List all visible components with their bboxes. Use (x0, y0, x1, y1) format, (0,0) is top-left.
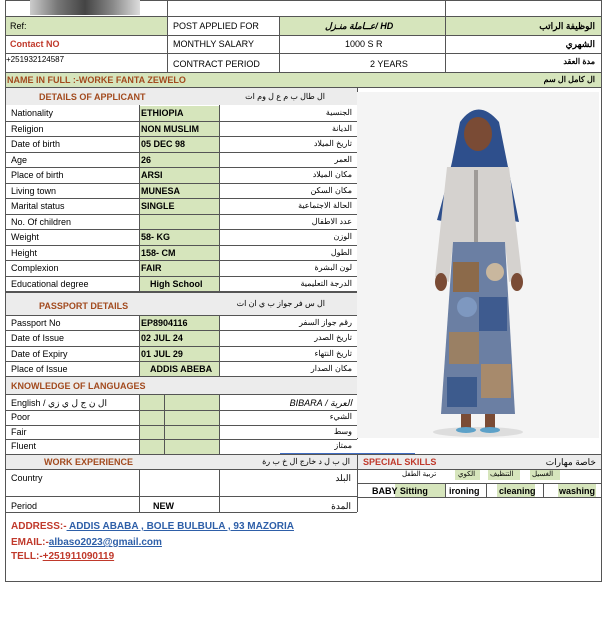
applicant-row-arabic: مكان الميلاد (312, 170, 352, 179)
tel-label: TELL:- (11, 551, 43, 562)
applicant-row-label: Nationality (11, 108, 54, 118)
skill-ar-2: التنظيف (490, 471, 514, 478)
contract-value: 2 YEARS (370, 59, 408, 69)
applicant-row-label: Date of birth (11, 139, 61, 149)
skill-ironing: ironing (449, 486, 480, 496)
period-label: Period (11, 501, 38, 511)
post-value: عــاملة منـزل/ HD (325, 21, 394, 31)
applicant-row-arabic: الطول (330, 247, 352, 257)
applicant-row-value: 26 (141, 154, 152, 165)
applicant-row-value-bg (140, 153, 219, 168)
email-line (11, 536, 162, 549)
passport-row-label: Passport No (11, 318, 61, 328)
lang-arabic-label: العربة / BIBARA (289, 398, 352, 408)
skill-cleaning: cleaning (499, 486, 536, 496)
contract-ar: مدة العقد (563, 57, 595, 66)
lang-english-label: English / ال ن ج ل ي زي (11, 398, 107, 408)
post-ar: الوظيفة الراتب (539, 21, 595, 31)
address-value: ADDIS ABABA , BOLE BULBULA , 93 MAZORIA (66, 521, 294, 532)
salary-value: 1000 S R (345, 39, 383, 49)
applicant-row-label: Height (11, 247, 38, 258)
passport-row-label: Date of Issue (11, 333, 65, 344)
post-label: POST APPLIED FOR (173, 21, 259, 31)
applicant-row-label: Living town (11, 185, 57, 196)
passport-row-label: Date of Expiry (11, 348, 68, 359)
skills-title-ar: خاصة مهارات (545, 457, 596, 467)
skill-ar-3: الكوي (458, 471, 476, 478)
applicant-row-value-bg (140, 215, 219, 230)
name-full: NAME IN FULL :-WORKE FANTA ZEWELO (7, 75, 186, 85)
skill-washing: washing (559, 486, 596, 496)
applicant-row-arabic: الحالة الاجتماعية (298, 201, 352, 210)
tel-line (11, 550, 114, 563)
lang-level-label: Fair (11, 426, 27, 437)
applicant-row-arabic: عدد الاطفال (311, 216, 352, 226)
passport-title: PASSPORT DETAILS (39, 301, 129, 311)
work-title-ar: ال ب ل د خارج ال خ ب رة (262, 457, 350, 466)
passport-row-arabic: رقم جواز السفر (299, 318, 352, 327)
tel-value: +251911090119 (42, 551, 115, 562)
applicant-title: DETAILS OF APPLICANT (39, 92, 146, 102)
contact-label: Contact NO (10, 39, 60, 49)
applicant-row-arabic: الجنسية (325, 108, 352, 117)
applicant-photo (357, 92, 599, 438)
applicant-row-value: NON MUSLIM (141, 123, 199, 134)
address-line (11, 520, 294, 533)
passport-row-value: 02 JUL 24 (141, 333, 183, 344)
passport-row-value: EP8904116 (141, 318, 188, 328)
passport-row-arabic: تاريخ الصدر (314, 333, 352, 343)
applicant-row-value: 158- CM (141, 247, 176, 258)
applicant-row-label: Religion (11, 123, 44, 134)
languages-title: KNOWLEDGE OF LANGUAGES (11, 381, 146, 391)
applicant-row-value: ARSI (141, 170, 163, 180)
applicant-row-arabic: الوزن (333, 232, 352, 241)
applicant-row-arabic: مكان السكن (310, 185, 352, 195)
applicant-row-label: Weight (11, 232, 39, 242)
lang-level-label: Fluent (11, 441, 37, 451)
applicant-row-value: 58- KG (141, 232, 171, 242)
passport-row-value: 01 JUL 29 (141, 348, 183, 359)
lang-level-arabic: الشيء (329, 412, 352, 421)
applicant-row-arabic: الدرجة التعليمية (300, 278, 352, 288)
applicant-row-label: No. Of children (11, 216, 72, 227)
contact-value: +251932124587 (6, 55, 65, 64)
applicant-row-label: Place of birth (11, 170, 64, 180)
email-link[interactable]: albaso2023@gmail.com (48, 537, 162, 548)
skill-ar-4: تربية الطفل (402, 471, 437, 478)
skills-title: SPECIAL SKILLS (363, 457, 437, 467)
applicant-row-label: Marital status (11, 201, 65, 211)
applicant-row-value: MUNESA (141, 185, 181, 196)
passport-title-ar: ال س فر جواز ب ي ان ات (236, 299, 325, 308)
salary-ar: الشهري (565, 39, 595, 49)
ref-cell-bg (6, 17, 167, 35)
country-label: Country (11, 473, 43, 483)
salary-label: MONTHLY SALARY (173, 39, 255, 49)
work-title: WORK EXPERIENCE (44, 457, 134, 467)
name-ar: ال كامل ال سم (543, 75, 595, 84)
applicant-row-value: 05 DEC 98 (141, 139, 186, 149)
period-value: NEW (153, 501, 174, 511)
email-label: EMAIL:- (11, 537, 49, 548)
applicant-row-label: Complexion (11, 263, 59, 273)
applicant-photo-illustration (357, 92, 599, 438)
lang-level-arabic: وسط (333, 426, 352, 436)
country-ar: البلد (335, 473, 351, 483)
applicant-row-arabic: العمر (334, 154, 352, 164)
applicant-row-value: High School (150, 278, 203, 289)
applicant-row-value: ETHIOPIA (141, 108, 184, 118)
applicant-row-value: SINGLE (141, 201, 175, 211)
skill-ar-1: الغسيل (532, 471, 554, 478)
passport-row-value: ADDIS ABEBA (150, 363, 213, 374)
applicant-row-arabic: تاريخ الميلاد (313, 139, 352, 148)
applicant-title-ar: ال طال ب م ع ل وم ات (245, 92, 325, 101)
period-ar: المدة (331, 501, 351, 511)
ref-label: Ref: (10, 21, 27, 31)
top-photo-strip (30, 0, 140, 15)
applicant-row-value: FAIR (141, 263, 162, 273)
passport-row-label: Place of Issue (11, 363, 68, 374)
passport-row-arabic: مكان الصدار (310, 363, 352, 373)
skill-baby-sitting: BABY Sitting (372, 486, 428, 496)
applicant-row-arabic: لون البشرة (314, 263, 352, 272)
passport-row-arabic: تاريخ النتهاء (314, 348, 352, 358)
applicant-row-label: Educational degree (11, 278, 89, 289)
contract-label: CONTRACT PERIOD (173, 59, 260, 69)
applicant-row-arabic: الديانة (331, 123, 352, 133)
lang-level-label: Poor (11, 412, 31, 422)
address-label: ADDRESS:- (11, 521, 67, 532)
applicant-row-label: Age (11, 154, 28, 165)
lang-level-arabic: ممتاز (334, 441, 352, 450)
